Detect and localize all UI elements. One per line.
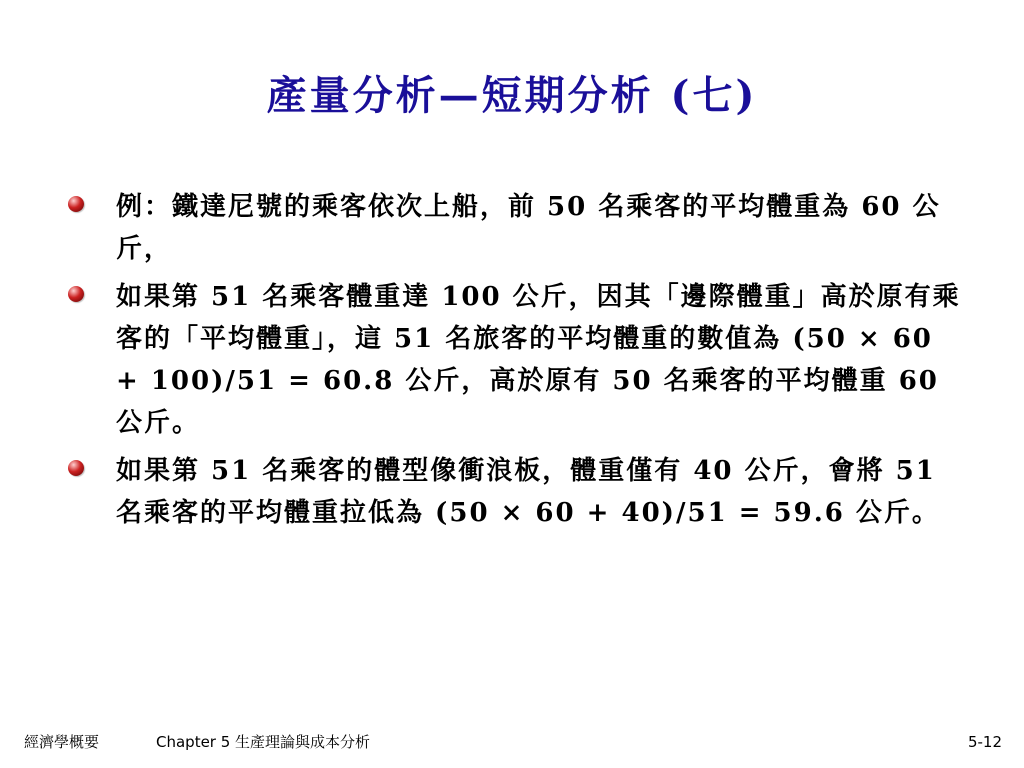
bullet-item: [64, 186, 964, 270]
bullet-item: [64, 450, 964, 534]
footer-course-title: 經濟學概要: [24, 733, 100, 751]
bullet-point-icon: [68, 196, 84, 212]
bullet-text: 例：鐵達尼號的乘客依次上船，前 50 名乘客的平均體重為 60 公斤，: [116, 192, 941, 264]
footer-chapter-title: Chapter 5 生產理論與成本分析: [156, 733, 371, 751]
bullet-point-icon: [68, 286, 84, 302]
bullet-text: 如果第 51 名乘客體重達 100 公斤，因其「邊際體重」高於原有乘客的「平均體重」，這 51 名旅客的平均體重的數值為 (50 × 60 + 100)/51 = 60.8 公斤，高於原有 50 名乘客的平均體重 60 公斤。: [116, 282, 961, 438]
page-number: 5-12: [967, 733, 1002, 751]
slide-title: 產量分析—短期分析 (七): [266, 72, 758, 119]
bullet-list: [64, 186, 964, 540]
bullet-item: [64, 276, 964, 444]
bullet-text: 如果第 51 名乘客的體型像衝浪板，體重僅有 40 公斤，會將 51 名乘客的平均體重拉低為 (50 × 60 + 40)/51 = 59.6 公斤。: [116, 456, 940, 528]
bullet-point-icon: [68, 460, 84, 476]
footer: [0, 730, 1024, 754]
